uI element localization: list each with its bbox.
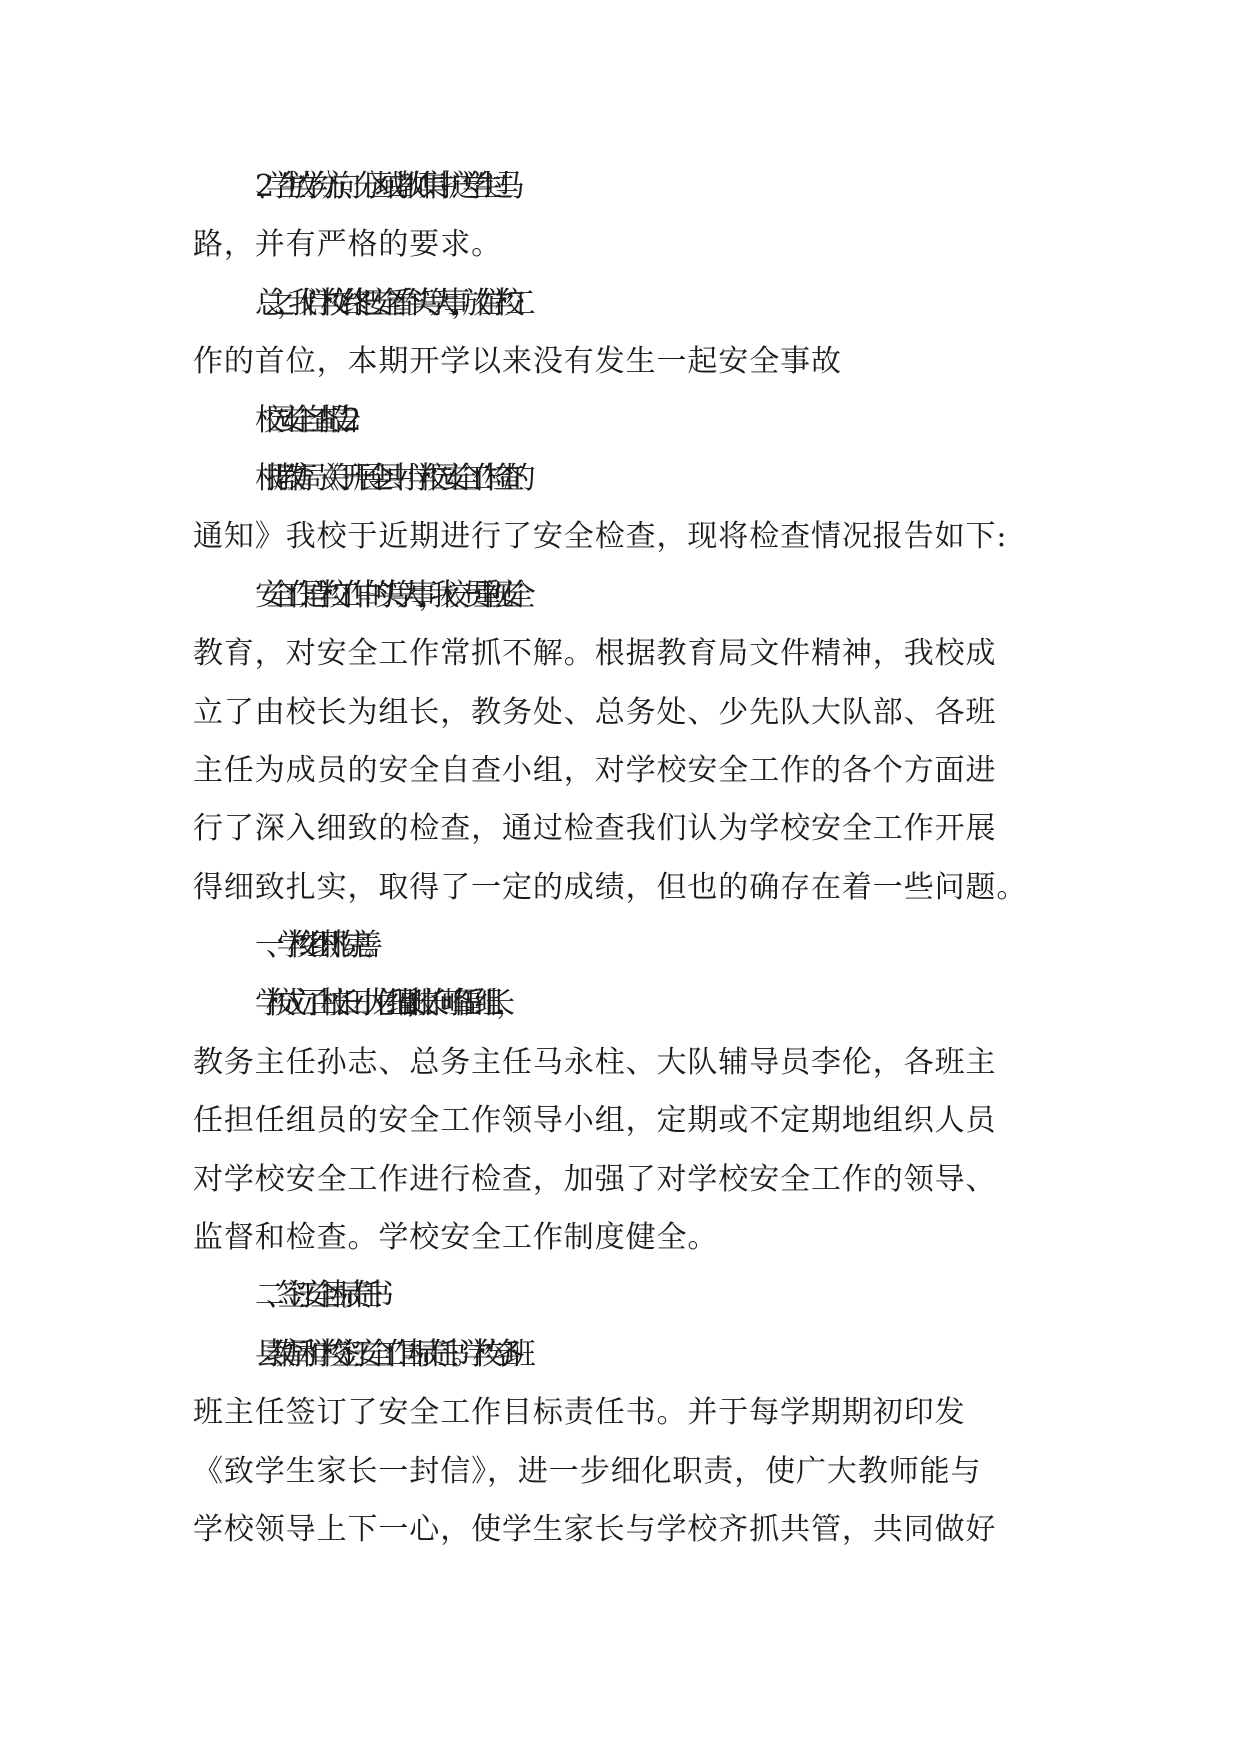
text-line: 监督和检查。学校安全工作制度健全。 xyxy=(193,1220,719,1256)
text-line: 教育，对安全工作常抓不解。根据教育局文件精神，我校成 xyxy=(193,636,997,672)
text-line: 班主任签订了安全工作目标责任书。并于每学期期初印发 xyxy=(193,1395,966,1431)
text-line: 根据教育局《关于开展全县中小学校园安全工作检查的 xyxy=(255,460,517,496)
text-line: 学校成立了由校长田小龙任组长,副校长何峰任副组长， xyxy=(255,986,508,1022)
text-line: 作的首位，本期开学以来没有发生一起安全事故 xyxy=(193,344,842,380)
text-line: 得细致扎实，取得了一定的成绩，但也的确存在着一些问题。 xyxy=(193,869,1028,905)
text-line: 行了深入细致的检查，通过检查我们认为学校安全工作开展 xyxy=(193,811,997,847)
text-line: 县教育局和学校签订安全工作目标责任书。学校与各班 xyxy=(255,1336,517,1372)
text-line: 教务主任孙志、总务主任马永柱、大队辅导员李伦，各班主 xyxy=(193,1044,997,1080)
text-line: 学校领导上下一心，使学生家长与学校齐抓共管，共同做好 xyxy=(193,1511,997,1547)
text-line: 任担任组员的安全工作领导小组，定期或不定期地组织人员 xyxy=(193,1103,997,1139)
text-line: 2、学生放学分方向、分区域由教师集中护送学生过马 xyxy=(255,169,506,204)
text-line: 一、学校组织机构完善。 xyxy=(255,928,375,964)
text-line: 主任为成员的安全自查小组，对学校安全工作的各个方面进 xyxy=(193,752,997,788)
text-line: 路，并有严格的要求。 xyxy=(193,227,502,263)
text-line: 总之，我们学校始终把安全看作头等大事，放在学校工 xyxy=(255,285,517,321)
text-line: 通知》我校于近期进行了安全检查，现将检查情况报告如下: xyxy=(193,519,1008,555)
text-line: 二、签订安全目标责任书 xyxy=(255,1278,375,1314)
text-line: 对学校安全工作进行检查，加强了对学校安全工作的领导、 xyxy=(193,1161,997,1197)
text-line: 立了由校长为组长，教务处、总务处、少先队大队部、各班 xyxy=(193,694,997,730)
document-body xyxy=(193,158,1053,1559)
text-line: 安全工作是学校工作中的头等大事，我校一贯重视安全 xyxy=(255,577,517,613)
text-line: 《致学生家长一封信》，进一步细化职责，使广大教师能与 xyxy=(193,1453,982,1489)
text-line: 校园安全自查报告2 xyxy=(255,402,343,438)
